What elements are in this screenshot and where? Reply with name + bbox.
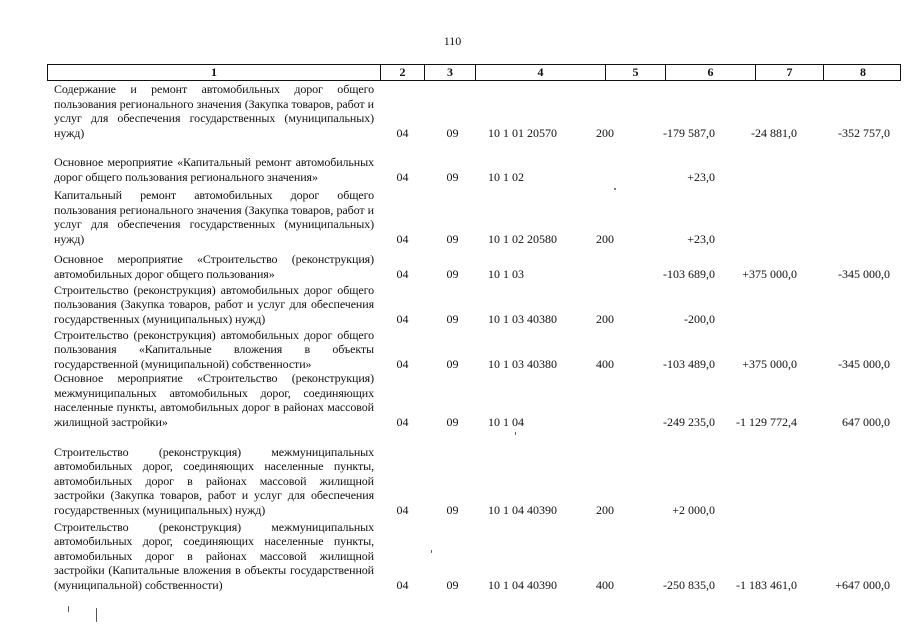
row-amount-col6: +23,0 [687, 169, 715, 184]
table-row [0, 371, 905, 429]
row-description: Строительство (реконструкция) автомобильных дорог общего пользования «Капитальные вложения в объекты государственной (муниципальной) собственности» [54, 327, 374, 371]
row-section: 04 [396, 125, 409, 140]
scan-speck [431, 550, 432, 553]
row-target-code: 10 1 02 20580 [488, 231, 557, 246]
scan-speck [515, 432, 516, 435]
row-target-code: 10 1 03 40380 [488, 356, 557, 371]
row-section: 04 [396, 169, 409, 184]
table-row [0, 184, 905, 246]
row-amount-col6: -200,0 [684, 311, 715, 326]
row-subsection: 09 [446, 577, 459, 592]
row-subsection: 09 [446, 169, 459, 184]
row-target-code: 10 1 02 [488, 169, 524, 184]
row-section: 04 [396, 311, 409, 326]
row-expense-type: 200 [596, 502, 614, 517]
row-target-code: 10 1 03 40380 [488, 311, 557, 326]
row-amount-col6: -103 689,0 [663, 266, 715, 281]
row-subsection: 09 [446, 311, 459, 326]
row-amount-col8: 647 000,0 [842, 414, 890, 429]
row-amount-col7: -1 183 461,0 [736, 577, 797, 592]
row-target-code: 10 1 04 40390 [488, 577, 557, 592]
row-subsection: 09 [446, 502, 459, 517]
row-expense-type: 200 [596, 125, 614, 140]
header-col-2: 2 [380, 65, 424, 80]
table-row [0, 281, 905, 326]
page-number: 110 [443, 34, 462, 48]
row-amount-col7: +375 000,0 [742, 356, 797, 371]
scan-speck [614, 188, 616, 190]
header-col-3: 3 [424, 65, 475, 80]
table-row [0, 517, 905, 592]
header-col-1: 1 [211, 65, 217, 79]
row-section: 04 [396, 502, 409, 517]
scan-speck [96, 608, 97, 622]
row-amount-col8: -352 757,0 [838, 125, 890, 140]
header-col-6: 6 [665, 65, 755, 80]
row-amount-col6: -179 587,0 [663, 125, 715, 140]
row-section: 04 [396, 356, 409, 371]
row-description: Строительство (реконструкция) межмуниципальных автомобильных дорог, соединяющих населенные пункты, автомобильных дорог в районах массовой жилищной застройки (Капитальные вложения в объекты государственной (муниципальной) собственности) [54, 519, 374, 592]
row-subsection: 09 [446, 356, 459, 371]
row-amount-col7: +375 000,0 [742, 266, 797, 281]
row-target-code: 10 1 04 [488, 414, 524, 429]
header-col-8: 8 [823, 65, 902, 80]
row-section: 04 [396, 414, 409, 429]
row-target-code: 10 1 01 20570 [488, 125, 557, 140]
row-description: Основное мероприятие «Строительство (реконструкция) автомобильных дорог общего пользования» [54, 252, 374, 281]
table-row [0, 82, 905, 140]
row-amount-col8: -345 000,0 [838, 266, 890, 281]
row-amount-col8: -345 000,0 [838, 356, 890, 371]
row-description: Строительство (реконструкция) межмуниципальных автомобильных дорог, соединяющих населенные пункты, автомобильных дорог в районах массовой жилищной застройки (Закупка товаров, работ и услуг для обеспечения государственных (муниципальных) нужд) [54, 444, 374, 517]
row-subsection: 09 [446, 414, 459, 429]
row-amount-col6: -249 235,0 [663, 414, 715, 429]
header-col-7: 7 [755, 65, 823, 80]
row-section: 04 [396, 266, 409, 281]
table-row [0, 429, 905, 517]
row-expense-type: 400 [596, 356, 614, 371]
table-header [47, 64, 901, 81]
row-description: Капитальный ремонт автомобильных дорог общего пользования регионального значения (Закупка товаров, работ и услуг для обеспечения государственных (муниципальных) нужд) [54, 188, 374, 246]
row-amount-col6: -250 835,0 [663, 577, 715, 592]
row-expense-type: 200 [596, 231, 614, 246]
row-amount-col7: -1 129 772,4 [736, 414, 797, 429]
row-target-code: 10 1 04 40390 [488, 502, 557, 517]
table-row [0, 140, 905, 184]
row-amount-col7: -24 881,0 [751, 125, 797, 140]
row-amount-col6: +2 000,0 [672, 502, 715, 517]
header-col-5: 5 [605, 65, 665, 80]
scan-speck [68, 606, 69, 612]
row-description: Основное мероприятие «Капитальный ремонт автомобильных дорог общего пользования регионального значения» [54, 155, 374, 184]
row-description: Содержание и ремонт автомобильных дорог общего пользования регионального значения (Закупка товаров, работ и услуг для обеспечения государственных (муниципальных) нужд) [54, 82, 374, 140]
table-row [0, 246, 905, 281]
row-section: 04 [396, 231, 409, 246]
row-expense-type: 400 [596, 577, 614, 592]
row-expense-type: 200 [596, 311, 614, 326]
header-col-4: 4 [475, 65, 605, 80]
table-row [0, 326, 905, 371]
row-description: Основное мероприятие «Строительство (реконструкция) межмуниципальных автомобильных дорог, соединяющих населенные пункты, автомобильных дорог в районах массовой жилищной застройки» [54, 371, 374, 429]
row-amount-col6: +23,0 [687, 231, 715, 246]
row-section: 04 [396, 577, 409, 592]
row-description: Строительство (реконструкция) автомобильных дорог общего пользования (Закупка товаров, работ и услуг для обеспечения государственных (муниципальных) нужд) [54, 282, 374, 326]
row-subsection: 09 [446, 125, 459, 140]
row-subsection: 09 [446, 231, 459, 246]
row-subsection: 09 [446, 266, 459, 281]
row-amount-col6: -103 489,0 [663, 356, 715, 371]
row-amount-col8: +647 000,0 [835, 577, 890, 592]
row-target-code: 10 1 03 [488, 266, 524, 281]
